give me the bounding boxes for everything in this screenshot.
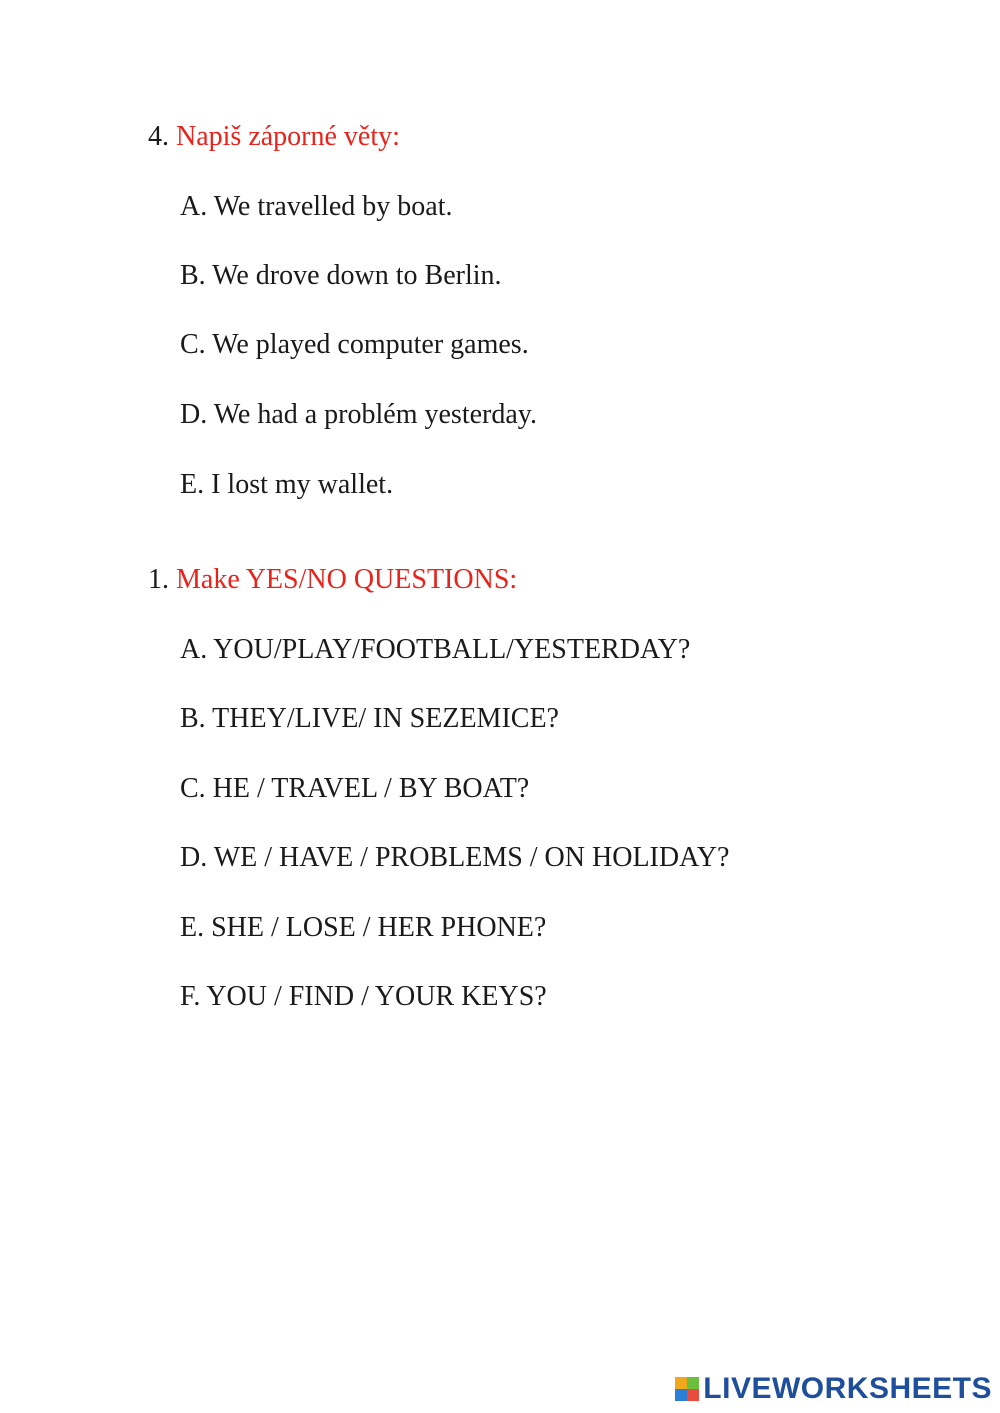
exercise-1-item-d: D. WE / HAVE / PROBLEMS / ON HOLIDAY? <box>180 842 730 873</box>
exercise-4-title: Napiš záporné věty: <box>176 121 400 152</box>
exercise-1-item-f: F. YOU / FIND / YOUR KEYS? <box>180 981 547 1012</box>
exercise-4-number: 4. <box>148 121 169 152</box>
liveworksheets-logo-text: LIVEWORKSHEETS <box>703 1372 992 1405</box>
exercise-4-heading <box>148 120 400 154</box>
exercise-1-item-a: A. YOU/PLAY/FOOTBALL/YESTERDAY? <box>180 634 691 665</box>
exercise-4-item-c: C. We played computer games. <box>180 329 529 360</box>
exercise-4-item-a: A. We travelled by boat. <box>180 191 453 222</box>
exercise-1-title: Make YES/NO QUESTIONS: <box>176 564 518 595</box>
exercise-1-item-b: B. THEY/LIVE/ IN SEZEMICE? <box>180 703 559 734</box>
exercise-1-number: 1. <box>148 564 169 595</box>
liveworksheets-logo-icon <box>675 1377 699 1401</box>
exercise-4-item-d: D. We had a problém yesterday. <box>180 399 537 430</box>
exercise-4-item-e: E. I lost my wallet. <box>180 469 394 500</box>
exercise-4-item-b: B. We drove down to Berlin. <box>180 260 502 291</box>
exercise-1-item-e: E. SHE / LOSE / HER PHONE? <box>180 912 547 943</box>
liveworksheets-logo <box>675 1373 992 1405</box>
exercise-1-item-c: C. HE / TRAVEL / BY BOAT? <box>180 773 530 804</box>
exercise-1-heading <box>148 563 517 597</box>
